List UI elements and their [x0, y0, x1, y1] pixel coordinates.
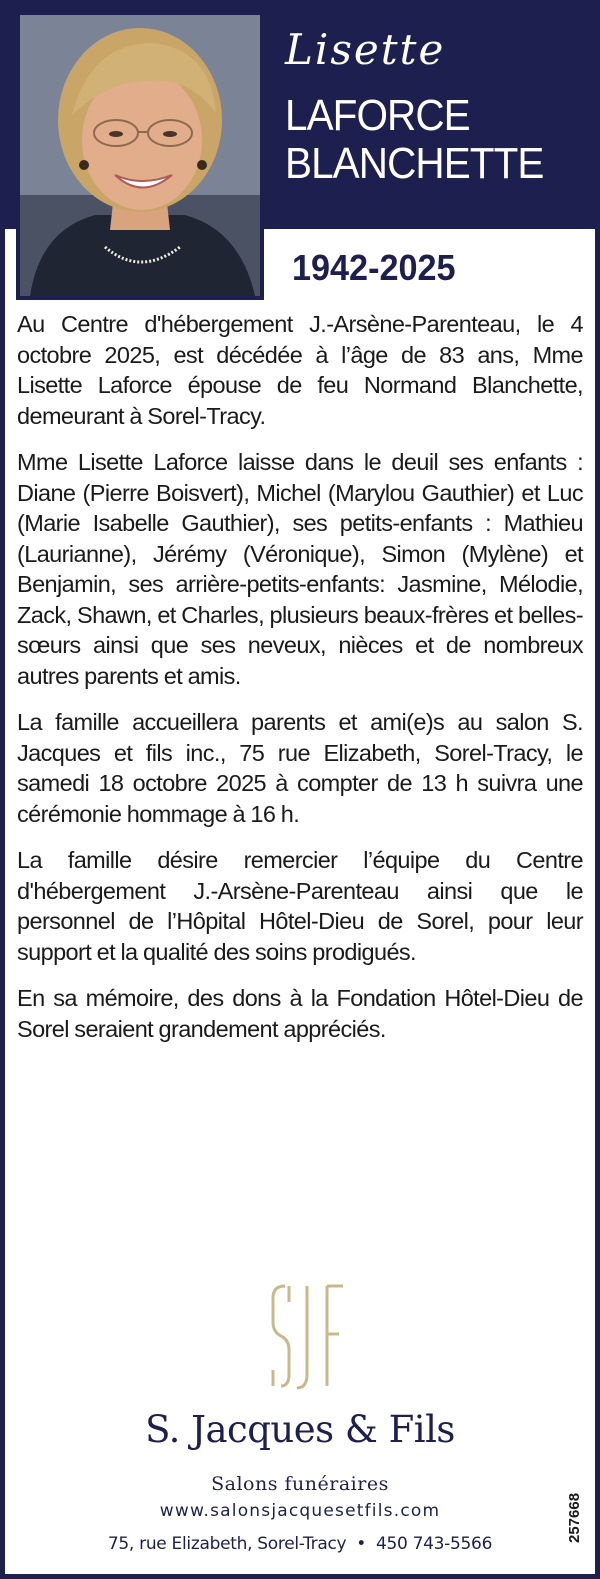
address: 75, rue Elizabeth, Sorel-Tracy — [107, 1534, 347, 1554]
paragraph-thanks: La famille désire remercier l’équipe du Centre d'hébergement J.-Arsène-Parenteau ainsi que le personnel de l’Hôpital Hôtel-Dieu de Sorel, pour leur support et la qualité des soins prodigués. — [17, 847, 583, 965]
portrait-photo — [20, 15, 260, 296]
first-name: Lisette — [285, 25, 446, 74]
contact-line — [5, 1531, 595, 1557]
sjf-monogram-icon — [267, 1282, 347, 1392]
paragraph-visitation: La famille accueillera parents et ami(e)s au salon S. Jacques et fils inc., 75 rue Elizabeth, Sorel-Tracy, le samedi 18 octobre 2025 à compter de 13 h suivra une cérémonie hommage à 16 h. — [17, 709, 583, 827]
paragraph-donations: En sa mémoire, des dons à la Fondation Hôtel-Dieu de Sorel seraient grandement appréciés. — [17, 985, 583, 1042]
brand-subtitle: Salons funéraires — [211, 1473, 389, 1495]
website-link[interactable]: www.salonsjacquesetfils.com — [159, 1501, 441, 1521]
life-years: 1942-2025 — [292, 247, 456, 288]
reference-number: 257668 — [566, 1492, 583, 1543]
brand-name: S. Jacques & Fils — [145, 1408, 455, 1451]
paragraph-death-notice: Au Centre d'hébergement J.-Arsène-Parenteau, le 4 octobre 2025, est décédée à l’âge de 83 ans, Mme Lisette Laforce épouse de feu Normand Blanchette, demeurant à Sorel-Tracy. — [17, 311, 583, 429]
portrait-frame — [16, 11, 264, 300]
portrait-illustration — [20, 15, 260, 296]
last-name-line-1: LAFORCE — [285, 91, 470, 140]
separator-dot: • — [356, 1534, 366, 1554]
phone-number: 450 743-5566 — [375, 1534, 493, 1554]
last-name-line-2: BLANCHETTE — [285, 139, 544, 188]
paragraph-family: Mme Lisette Laforce laisse dans le deuil ses enfants : Diane (Pierre Boisvert), Michel (Marylou Gauthier) et Luc (Marie Isabelle Gauthier), ses petits-enfants : Mathieu (Laurianne), Jérémy (Véronique), Simon (Mylène) et Benjamin, ses arrière-petits-enfants: Jasmine, Mélodie, Zack, Shawn, et Charles, plusieurs beaux-frères et belles-sœurs ainsi que ses neveux, nièces et de nombreux autres parents et amis. — [17, 449, 583, 689]
obituary-text — [17, 309, 583, 1060]
last-name — [285, 92, 561, 188]
